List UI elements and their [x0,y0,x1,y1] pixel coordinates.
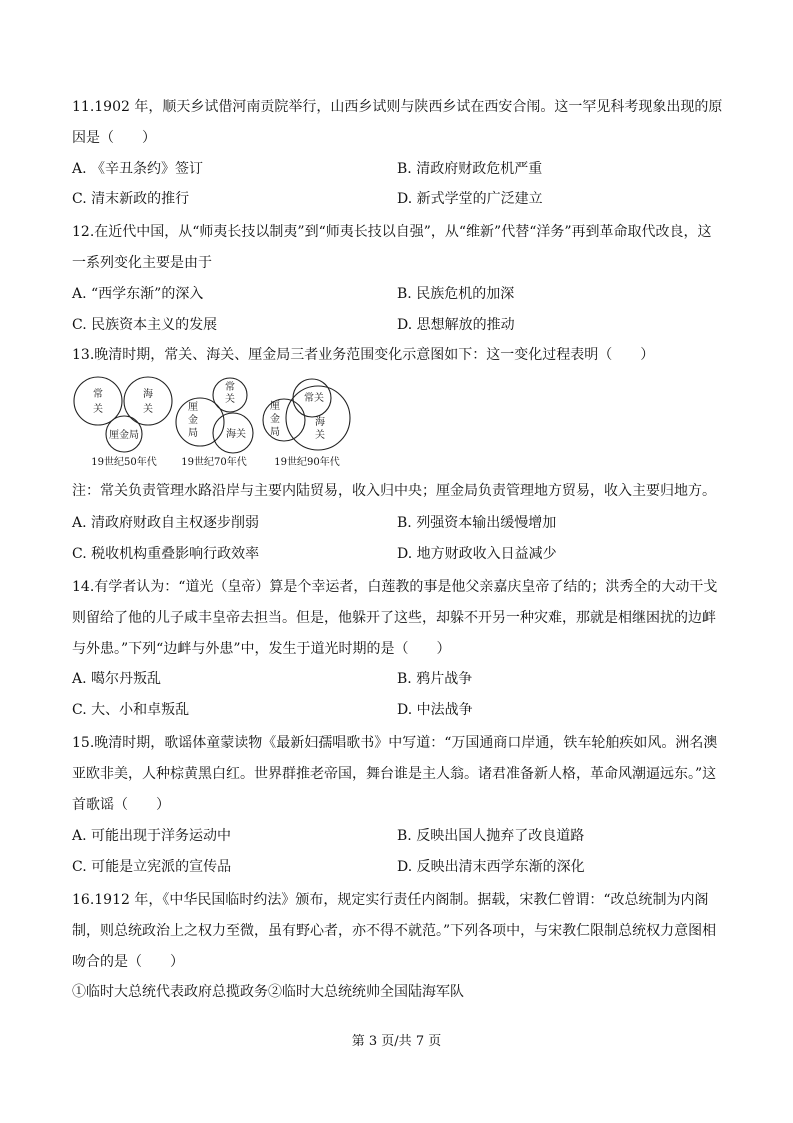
venn-label: 厘 [270,401,280,412]
question-text: 1912 年，《中华民国临时约法》颁布，规定实行责任内阁制。据载，宋教仁曾谓：“改总统制为内阁制，则总统政治上之权力至微，虽有野心者，亦不得不就范。”下列各项中，与宋教仁限制总统权力意图相吻合的是（ ） [72,892,717,970]
question-15-stem [72,728,724,821]
question-number: 13. [72,347,95,363]
question-text: 在近代中国，从“师夷长技以制夷”到“师夷长技以自强”，从“维新”代替“洋务”再到革命取代改良，这一系列变化主要是由于 [72,224,712,271]
q14-option-b: B. 鸦片战争 [397,671,473,687]
venn-label: 局 [188,428,198,439]
venn-label: 海 [143,389,153,400]
question-13-stem [72,340,724,371]
venn-label: 关 [225,394,235,405]
q13-note: 注：常关负责管理水路沿岸与主要内陆贸易，收入归中央；厘金局负责管理地方贸易，收入主要归地方。 [72,483,716,499]
venn-label: 海关 [226,429,246,440]
venn-label: 常 [93,389,103,400]
q15-option-c: C. 可能是立宪派的宣传品 [72,859,232,875]
question-16-stem [72,885,724,978]
q11-option-b: B. 清政府财政危机严重 [397,161,543,177]
q13-option-c: C. 税收机构重叠影响行政效率 [72,546,260,562]
q13-option-b: B. 列强资本输出缓慢增加 [397,515,557,531]
question-number: 12. [72,224,95,240]
q14-option-d: D. 中法战争 [397,702,473,718]
q11-option-a: A. 《辛丑条约》签订 [72,161,204,177]
venn-label: 金 [270,414,280,425]
venn-label: 金 [188,415,198,426]
question-number: 15. [72,735,95,751]
question-number: 14. [72,579,95,595]
circle-changguan-50s [74,377,122,425]
venn-diagram [72,375,362,470]
venn-caption-90s: 19世纪90年代 [274,457,340,468]
q15-option-b: B. 反映出国人抛弃了改良道路 [397,828,585,844]
q16-items: ①临时大总统代表政府总揽政务②临时大总统统帅全国陆海军队 [72,984,464,1000]
venn-label: 关 [143,404,153,415]
question-number: 11. [72,99,95,115]
venn-label: 常 [225,382,235,393]
question-11-stem [72,92,724,154]
venn-label: 厘金局 [109,430,139,441]
page-footer: 第 3 页/共 7 页 [351,1034,442,1049]
venn-label: 常关 [304,393,324,404]
question-14-stem [72,572,724,665]
venn-label: 关 [93,404,103,415]
venn-label: 关 [315,430,325,441]
q12-option-a: A. “西学东渐”的深入 [72,286,204,302]
question-text: 晚清时期，歌谣体童蒙读物《最新妇孺唱歌书》中写道：“万国通商口岸通，铁车轮舶疾如风。洲名澳亚欧非美，人种棕黄黑白红。世界群推老帝国，舞台谁是主人翁。诸君准备新人格，革命风潮逼远东。”这首歌谣（ ） [72,735,718,813]
q14-option-c: C. 大、小和卓叛乱 [72,702,190,718]
q14-option-a: A. 噶尔丹叛乱 [72,671,162,687]
question-text: 1902 年，顺天乡试借河南贡院举行，山西乡试则与陕西乡试在西安合闱。这一罕见科考现象出现的原因是（ ） [72,99,723,146]
venn-label: 海 [315,417,325,428]
q12-option-d: D. 思想解放的推动 [397,317,515,333]
venn-caption-70s: 19世纪70年代 [181,457,247,468]
q13-option-a: A. 清政府财政自主权逐步削弱 [72,515,260,531]
question-text: 晚清时期，常关、海关、厘金局三者业务范围变化示意图如下：这一变化过程表明（ ） [94,347,655,363]
customs-venn-figure [72,375,362,470]
q11-option-c: C. 清末新政的推行 [72,191,190,207]
venn-caption-50s: 19世纪50年代 [91,457,157,468]
question-12-stem [72,217,724,279]
venn-label: 局 [270,427,280,438]
q15-option-d: D. 反映出清末西学东渐的深化 [397,859,585,875]
q15-option-a: A. 可能出现于洋务运动中 [72,828,232,844]
question-number: 16. [72,892,95,908]
question-text: 有学者认为：“道光（皇帝）算是个幸运者，白莲教的事是他父亲嘉庆皇帝了结的；洪秀全的大动干戈则留给了他的儿子咸丰皇帝去担当。但是，他躲开了这些，却躲不开另一种灾难，那就是相继困扰的边衅与外患。”下列“边衅与外患”中，发生于道光时期的是（ ） [72,579,718,657]
q11-option-d: D. 新式学堂的广泛建立 [397,191,543,207]
q12-option-b: B. 民族危机的加深 [397,286,515,302]
venn-label: 厘 [188,402,198,413]
q13-option-d: D. 地方财政收入日益减少 [397,546,557,562]
q12-option-c: C. 民族资本主义的发展 [72,317,218,333]
